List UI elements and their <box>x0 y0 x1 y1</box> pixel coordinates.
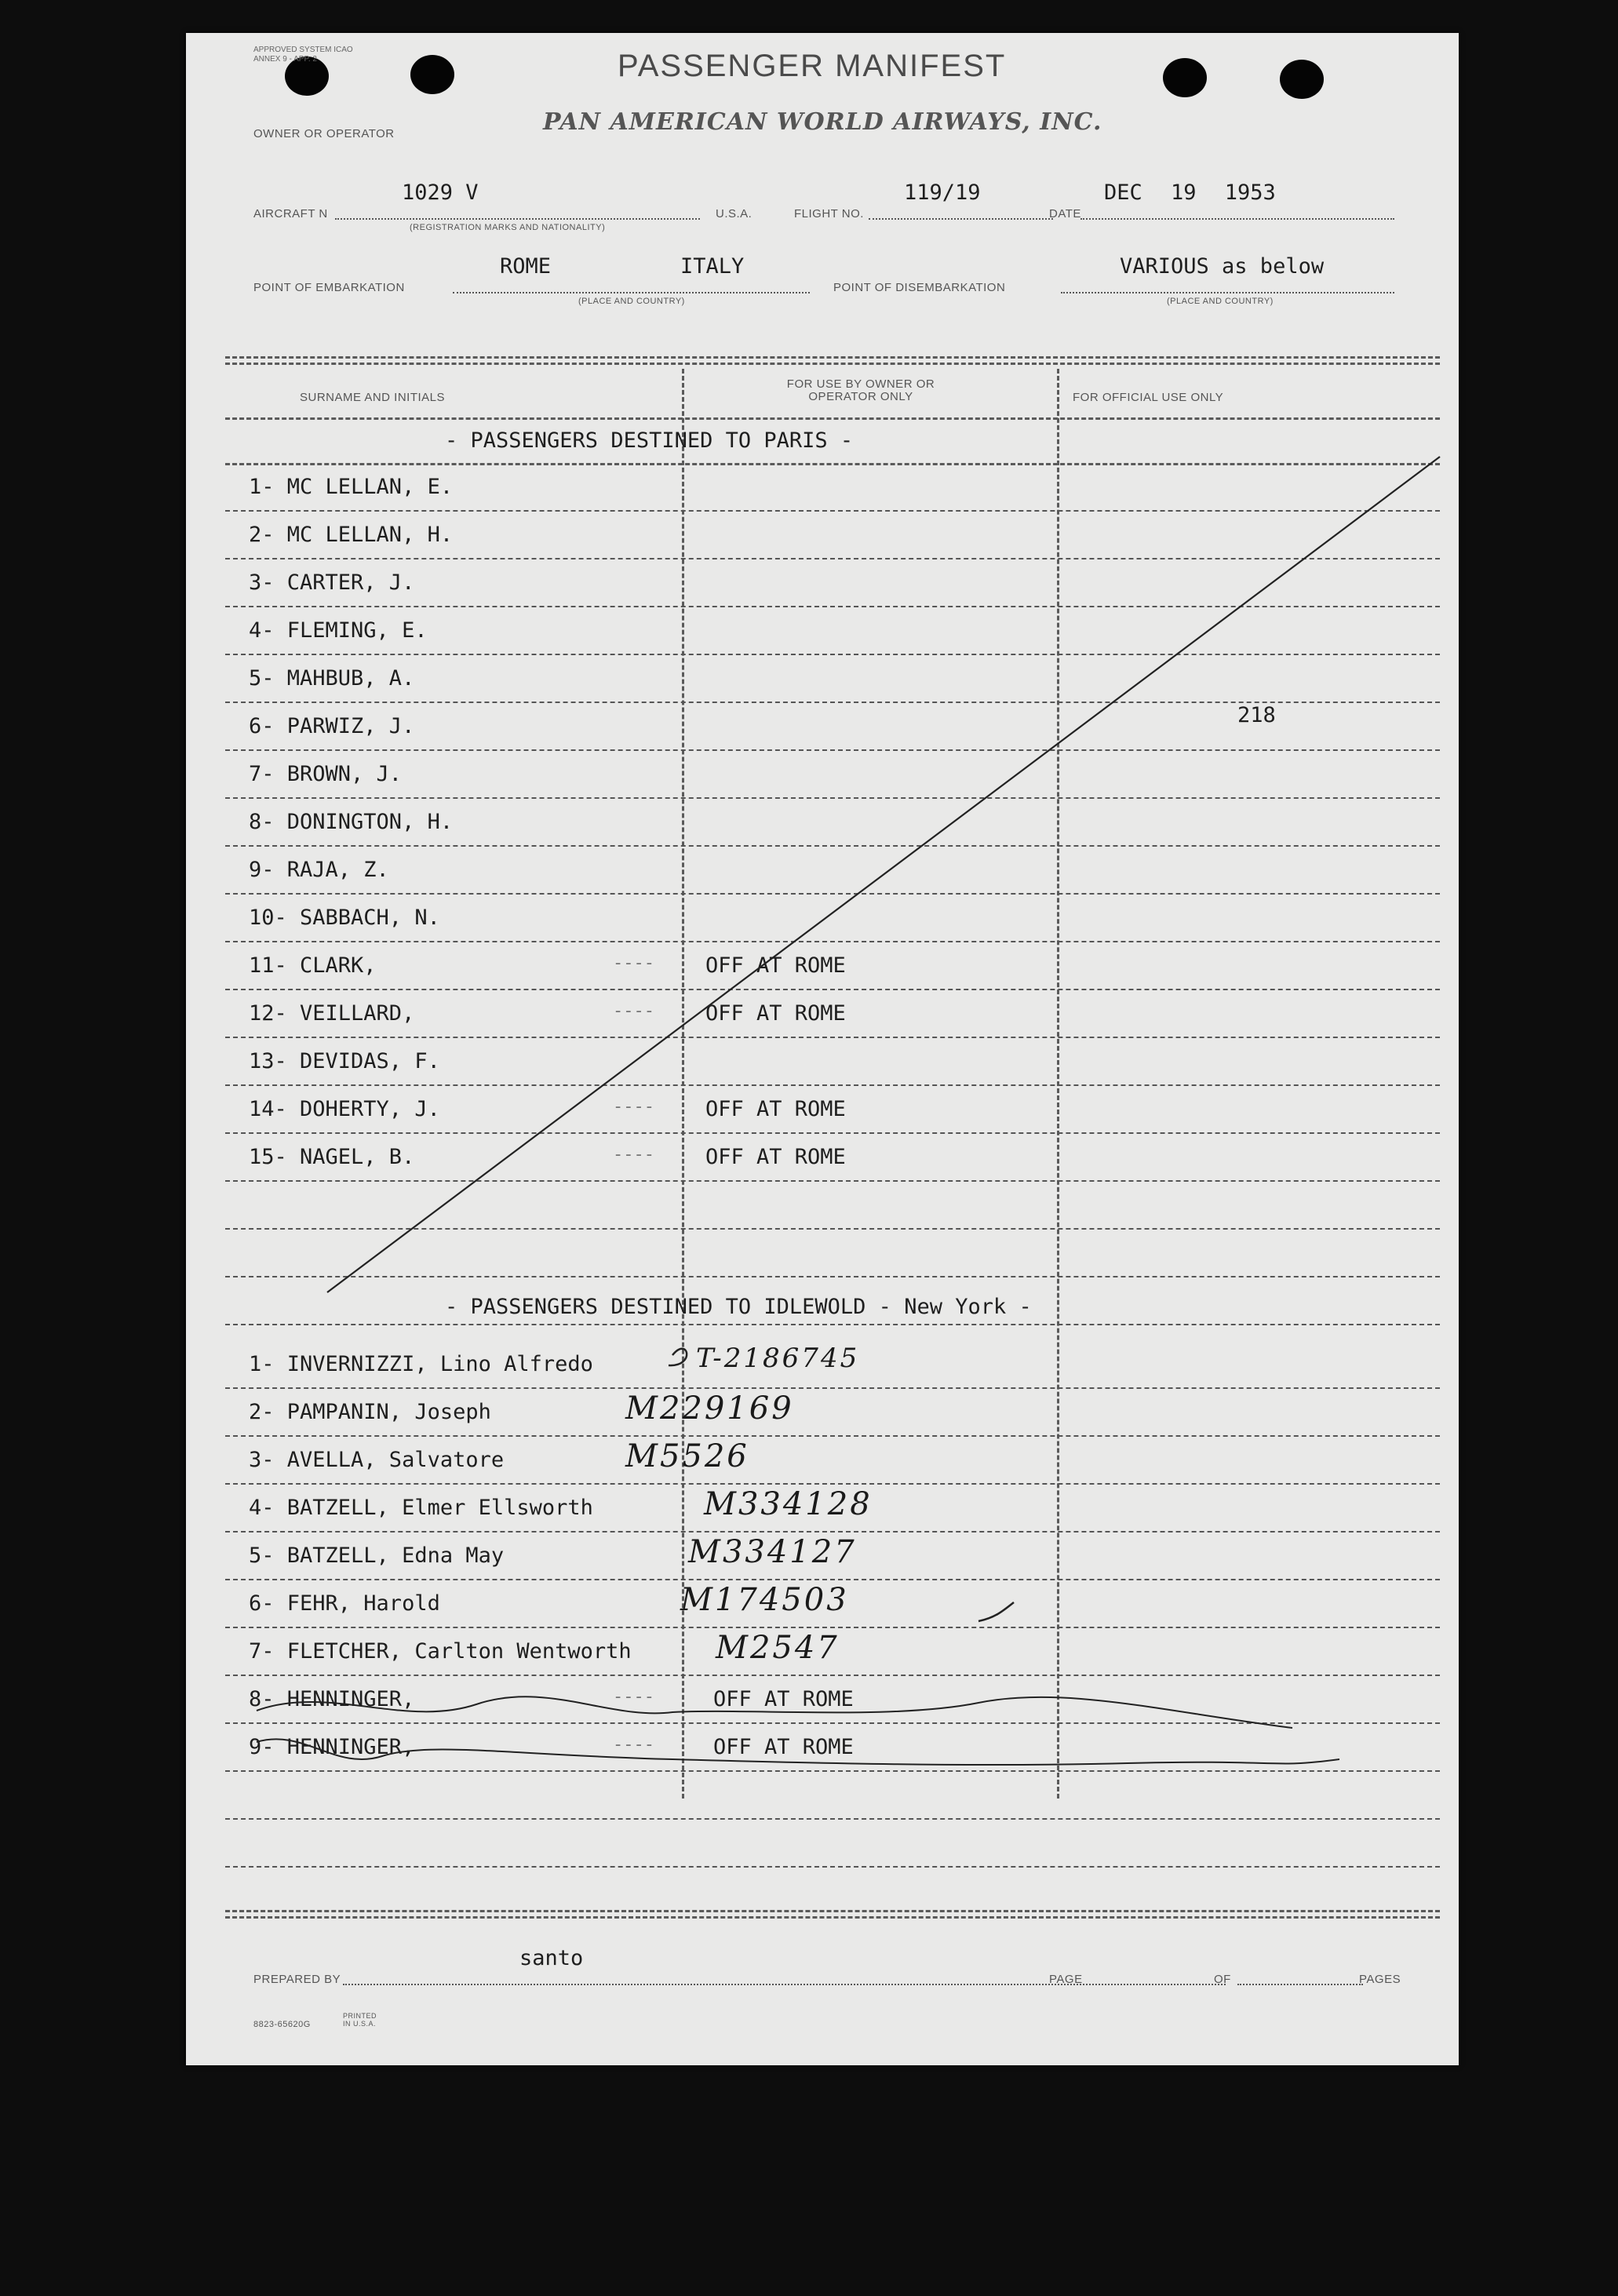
remark-dash: ---- <box>613 1687 654 1707</box>
remark-dash: ---- <box>613 1001 654 1021</box>
handwritten-number: M5526 <box>625 1438 749 1474</box>
passenger-name: 3- CARTER, J. <box>249 570 415 595</box>
official-number: 218 <box>1237 703 1276 727</box>
pen-marks <box>186 33 1459 2065</box>
section-heading-paris: - PASSENGERS DESTINED TO PARIS - <box>445 428 854 453</box>
passenger-name: 1- INVERNIZZI, Lino Alfredo <box>249 1352 593 1376</box>
form-number: 8823-65620G <box>253 2020 311 2029</box>
flight-label: FLIGHT NO. <box>794 207 864 220</box>
passenger-name: 6- FEHR, Harold <box>249 1591 440 1616</box>
printed-note: PRINTED IN U.S.A. <box>343 2012 377 2028</box>
operator-label: OWNER OR OPERATOR <box>253 127 395 140</box>
strikethrough-line <box>257 1739 1339 1765</box>
passenger-name: 12- VEILLARD, <box>249 1001 415 1026</box>
operator-name: PAN AMERICAN WORLD AIRWAYS, INC. <box>543 108 1102 136</box>
disembark-value: VARIOUS as below <box>1120 254 1325 279</box>
flight-value: 119/19 <box>904 180 981 205</box>
handwritten-number: T-2186745 <box>696 1343 860 1374</box>
handwritten-number: M2547 <box>716 1630 840 1666</box>
aircraft-sublabel: (REGISTRATION MARKS AND NATIONALITY) <box>410 223 606 232</box>
owner-remark: OFF AT ROME <box>705 1145 846 1169</box>
passenger-name: 6- PARWIZ, J. <box>249 714 415 738</box>
passenger-name: 2- MC LELLAN, H. <box>249 523 454 547</box>
manifest-sheet <box>186 33 1459 2065</box>
passenger-name: 5- BATZELL, Edna May <box>249 1543 505 1568</box>
handwritten-number: M334128 <box>704 1486 873 1522</box>
aircraft-value: 1029 V <box>402 180 479 205</box>
of-label: OF <box>1214 1973 1231 1986</box>
pages-label: PAGES <box>1359 1973 1401 1986</box>
disembark-label: POINT OF DISEMBARKATION <box>833 281 1006 294</box>
owner-remark: OFF AT ROME <box>713 1687 854 1711</box>
tick-mark <box>978 1602 1014 1621</box>
passenger-name: 8- DONINGTON, H. <box>249 810 454 834</box>
date-value: DEC 19 1953 <box>1104 180 1276 205</box>
fill-line <box>343 1984 1226 1985</box>
aircraft-label: AIRCRAFT N <box>253 207 328 220</box>
handwritten-number: M174503 <box>680 1582 849 1618</box>
passenger-name: 14- DOHERTY, J. <box>249 1097 440 1121</box>
fill-line <box>1237 1984 1363 1985</box>
handwritten-number: M229169 <box>625 1390 794 1427</box>
passenger-name: 1- MC LELLAN, E. <box>249 475 454 499</box>
passenger-name: 13- DEVIDAS, F. <box>249 1049 440 1073</box>
passenger-name: 4- FLEMING, E. <box>249 618 428 643</box>
embark-country: ITALY <box>680 254 745 279</box>
prepared-label: PREPARED BY <box>253 1973 341 1986</box>
column-header-official: FOR OFFICIAL USE ONLY <box>1073 391 1224 404</box>
section-heading-idlewild: - PASSENGERS DESTINED TO IDLEWOLD - New York - <box>445 1295 1032 1319</box>
prepared-by: santo <box>519 1946 584 1970</box>
tick-mark <box>669 1349 687 1365</box>
owner-remark: OFF AT ROME <box>705 1001 846 1026</box>
page-label: PAGE <box>1049 1973 1083 1986</box>
handwritten-number: M334127 <box>688 1534 857 1570</box>
passenger-name: 11- CLARK, <box>249 953 377 978</box>
approval-note: APPROVED SYSTEM ICAO ANNEX 9 - APP. 2 <box>253 46 353 64</box>
owner-remark: OFF AT ROME <box>705 1097 846 1121</box>
disembark-sublabel: (PLACE AND COUNTRY) <box>1167 297 1274 306</box>
passenger-name: 2- PAMPANIN, Joseph <box>249 1400 491 1424</box>
date-label: DATE <box>1049 207 1081 220</box>
embark-place: ROME <box>500 254 552 279</box>
passenger-name: 9- HENNINGER, <box>249 1735 415 1759</box>
remark-dash: ---- <box>613 1735 654 1755</box>
cross-out-stroke <box>327 457 1440 1292</box>
embark-label: POINT OF EMBARKATION <box>253 281 405 294</box>
owner-remark: OFF AT ROME <box>713 1735 854 1759</box>
column-header-names: SURNAME AND INITIALS <box>300 391 446 404</box>
remark-dash: ---- <box>613 1145 654 1164</box>
embark-sublabel: (PLACE AND COUNTRY) <box>578 297 685 306</box>
remark-dash: ---- <box>613 1097 654 1117</box>
passenger-name: 4- BATZELL, Elmer Ellsworth <box>249 1496 593 1520</box>
strikethrough-line <box>257 1696 1292 1728</box>
passenger-name: 7- FLETCHER, Carlton Wentworth <box>249 1639 632 1664</box>
usa-label: U.S.A. <box>716 207 753 220</box>
owner-remark: OFF AT ROME <box>705 953 846 978</box>
passenger-name: 8- HENNINGER, <box>249 1687 415 1711</box>
form-title: PASSENGER MANIFEST <box>618 49 1007 83</box>
passenger-name: 5- MAHBUB, A. <box>249 666 415 691</box>
passenger-name: 10- SABBACH, N. <box>249 906 440 930</box>
passenger-name: 3- AVELLA, Salvatore <box>249 1448 505 1472</box>
remark-dash: ---- <box>613 953 654 973</box>
passenger-name: 9- RAJA, Z. <box>249 858 389 882</box>
passenger-name: 15- NAGEL, B. <box>249 1145 415 1169</box>
column-header-owner: FOR USE BY OWNER OR OPERATOR ONLY <box>786 377 935 403</box>
passenger-name: 7- BROWN, J. <box>249 762 403 786</box>
